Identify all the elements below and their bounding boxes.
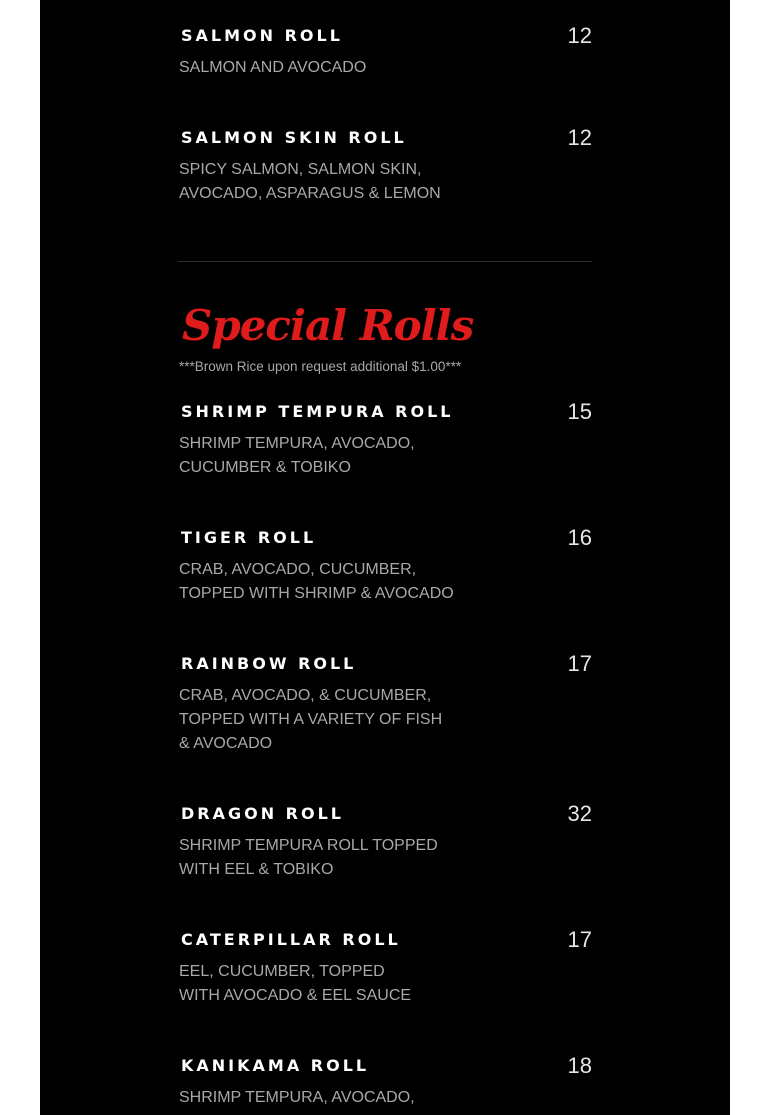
item-name: SALMON SKIN ROLL <box>181 128 407 147</box>
item-price: 15 <box>567 399 592 424</box>
item-name: TIGER ROLL <box>181 528 317 547</box>
item-description: SHRIMP TEMPURA ROLL TOPPED WITH EEL & TOBIKO <box>179 837 438 878</box>
item-name: RAINBOW ROLL <box>181 654 357 673</box>
item-name: DRAGON ROLL <box>181 804 344 823</box>
item-name: SALMON ROLL <box>181 26 343 45</box>
item-name: KANIKAMA ROLL <box>181 1056 370 1075</box>
section-note: ***Brown Rice upon request additional $1.00*** <box>179 359 462 374</box>
item-description: EEL, CUCUMBER, TOPPED WITH AVOCADO & EEL SAUCE <box>179 963 412 1004</box>
item-price: 16 <box>567 525 592 550</box>
item-name: SHRIMP TEMPURA ROLL <box>181 402 454 421</box>
item-price: 18 <box>567 1053 592 1078</box>
item-price: 17 <box>567 927 592 952</box>
item-description: SHRIMP TEMPURA, AVOCADO, <box>179 1089 415 1106</box>
item-description: CRAB, AVOCADO, & CUCUMBER, TOPPED WITH A VARIETY OF FISH & AVOCADO <box>179 687 443 752</box>
item-name: CATERPILLAR ROLL <box>181 930 401 949</box>
section-divider <box>178 261 592 262</box>
item-price: 17 <box>567 651 592 676</box>
item-description: SALMON AND AVOCADO <box>179 59 367 76</box>
section-title: Special Rolls <box>182 301 474 350</box>
item-description: CRAB, AVOCADO, CUCUMBER, TOPPED WITH SHRIMP & AVOCADO <box>179 561 454 602</box>
item-price: 32 <box>567 801 592 826</box>
item-description: SHRIMP TEMPURA, AVOCADO, CUCUMBER & TOBIKO <box>179 435 415 476</box>
item-description: SPICY SALMON, SALMON SKIN, AVOCADO, ASPARAGUS & LEMON <box>179 161 441 202</box>
item-price: 12 <box>567 125 592 150</box>
item-price: 12 <box>567 23 592 48</box>
